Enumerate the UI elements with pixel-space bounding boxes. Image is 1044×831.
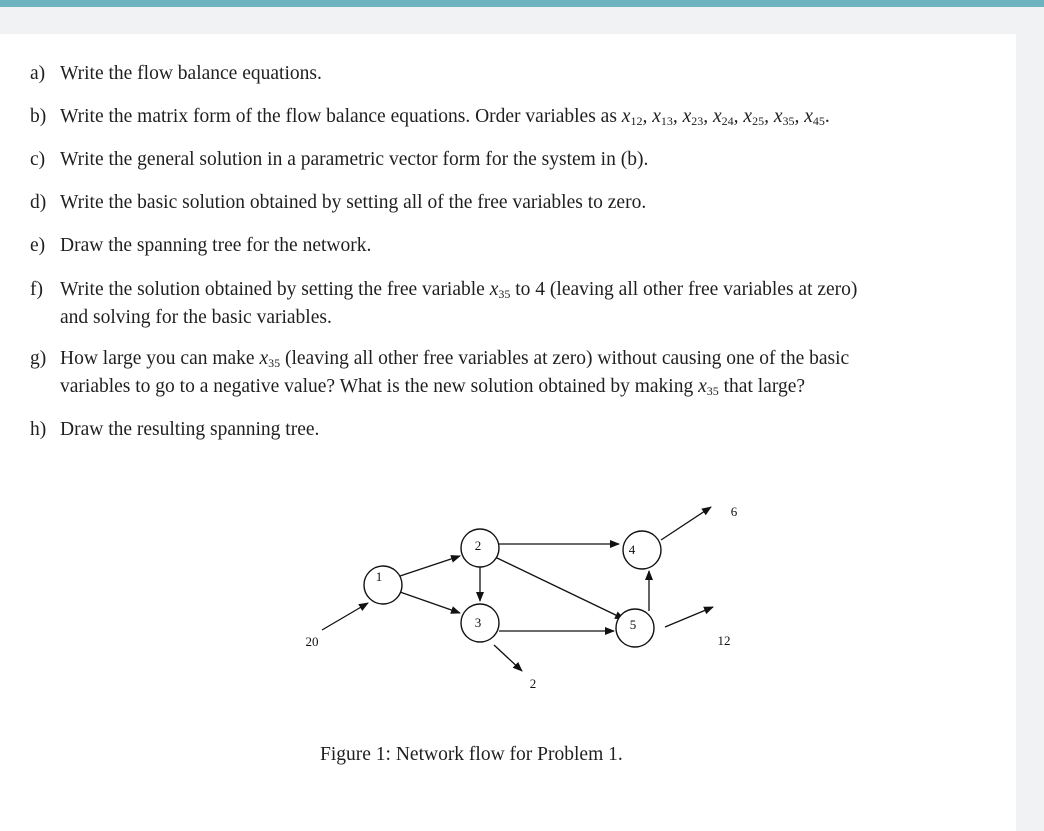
question-text: Write the flow balance equations. bbox=[60, 63, 322, 84]
question-label: e) bbox=[30, 235, 46, 256]
outflow-5-label: 12 bbox=[717, 633, 731, 648]
edge-4-outflow bbox=[661, 507, 711, 540]
variable-x35: $x_{35}$ bbox=[489, 279, 511, 301]
question-f: f) Write the solution obtained by setting the free variable $x_{35}$ to 4 (leaving all other free variables at zero) and solving for the basic variables. bbox=[30, 279, 858, 328]
question-text: Write the general solution in a parametric vector form for the system in (b). bbox=[60, 149, 649, 170]
node-1-label: 1 bbox=[375, 569, 383, 584]
question-label: g) bbox=[30, 348, 47, 369]
question-text: Write the matrix form of the flow balance equations. Order variables as bbox=[60, 106, 617, 127]
edge-1-3 bbox=[400, 592, 460, 613]
figure-caption: Figure 1: Network flow for Problem 1. bbox=[320, 744, 623, 765]
question-label: c) bbox=[30, 149, 46, 170]
question-text: Draw the resulting spanning tree. bbox=[60, 419, 320, 440]
edge-3-outflow bbox=[494, 645, 522, 671]
node-1 bbox=[364, 566, 402, 604]
question-b: b) Write the matrix form of the flow balance equations. Order variables as $x_{12}$, $x_{13}$, $x_{23}$, $x_{24}$, $x_{25}$, $x_{35}$, $x_{45}$. bbox=[30, 106, 830, 128]
node-4-label: 4 bbox=[628, 542, 636, 557]
variable-list: $x_{12}$, $x_{13}$, $x_{23}$, $x_{24}$, $x_{25}$, $x_{35}$, $x_{45}$ bbox=[621, 106, 825, 128]
node-2-label: 2 bbox=[474, 538, 482, 553]
node-5-label: 5 bbox=[629, 617, 637, 632]
variable-x35: $x_{35}$ bbox=[259, 348, 281, 370]
variable-x35: $x_{35}$ bbox=[698, 376, 719, 398]
question-label: a) bbox=[30, 63, 46, 84]
question-label: b) bbox=[30, 106, 47, 127]
outflow-4-label: 6 bbox=[730, 504, 738, 519]
edge-inflow-1 bbox=[322, 603, 368, 630]
inflow-label: 20 bbox=[305, 634, 319, 649]
question-g: g) How large you can make $x_{35}$ (leaving all other free variables at zero) without causing one of the basic variables to go to a negative value? What is the new solution obtained by making $x_{35}$ that large? bbox=[30, 348, 850, 398]
question-label: h) bbox=[30, 419, 47, 440]
edge-2-5 bbox=[495, 557, 624, 619]
question-text: Draw the spanning tree for the network. bbox=[60, 235, 372, 256]
outflow-3-label: 2 bbox=[529, 676, 537, 691]
question-text: Write the basic solution obtained by setting all of the free variables to zero. bbox=[60, 192, 647, 213]
node-3-label: 3 bbox=[474, 615, 482, 630]
edge-1-2 bbox=[400, 556, 460, 576]
question-label: f) bbox=[30, 279, 43, 300]
question-label: d) bbox=[30, 192, 47, 213]
edge-5-outflow bbox=[665, 607, 713, 627]
